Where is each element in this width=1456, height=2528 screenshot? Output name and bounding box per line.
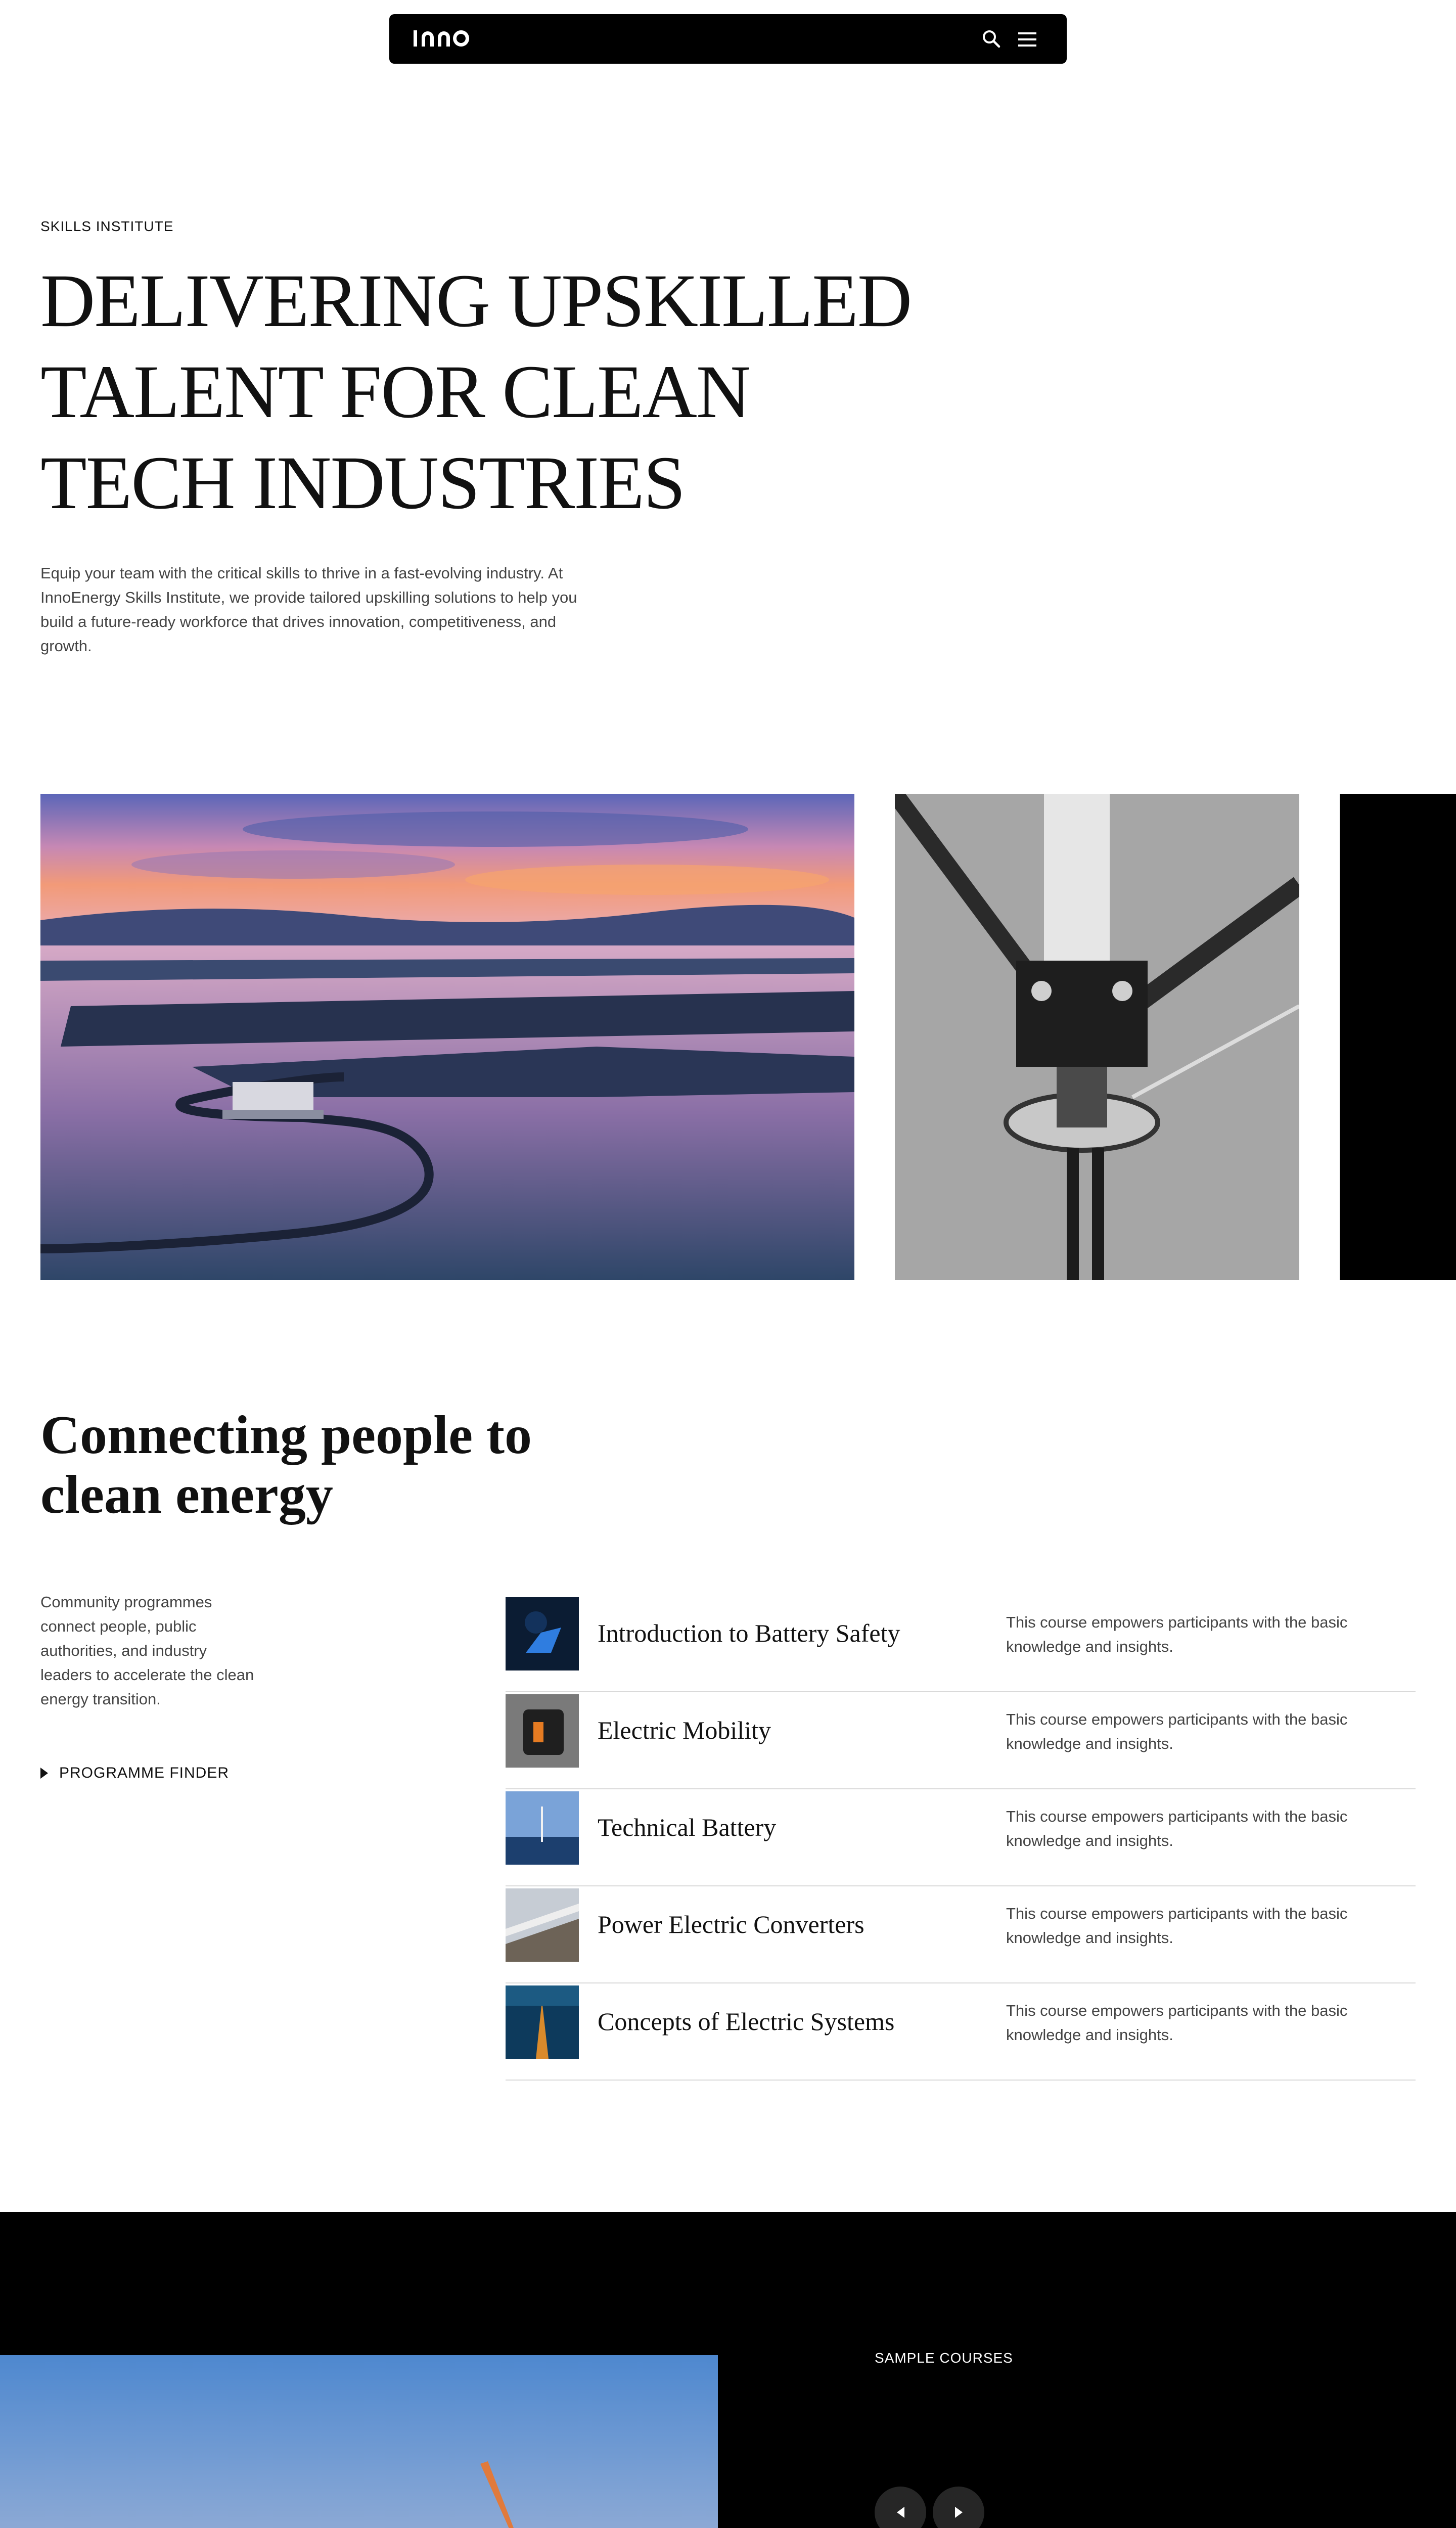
menu-icon[interactable] [1016, 29, 1038, 50]
play-arrow-icon [40, 1768, 48, 1779]
course-row-electric-mobility[interactable] [506, 1692, 1416, 1789]
top-nav-bar [389, 14, 1067, 64]
search-icon[interactable] [981, 28, 1002, 50]
course-row-power-converters[interactable] [506, 1886, 1416, 1983]
inno-logo[interactable] [413, 24, 488, 53]
course-thumbnail [506, 1694, 579, 1768]
programmes-description: Community programmes connect people, public authorities, and industry leaders to accelerate the clean energy transition. [40, 1593, 254, 1708]
image-three-partial [1340, 794, 1456, 1280]
programmes-title: Connecting people to clean energy [40, 1405, 532, 1525]
course-title: Introduction to Battery Safety [598, 1619, 900, 1647]
hero-eyebrow: SKILLS INSTITUTE [40, 218, 174, 234]
course-description: This course empowers participants with the basic knowledge and insights. [1006, 1710, 1348, 1752]
course-row-battery-safety[interactable] [506, 1595, 1416, 1692]
course-thumbnail [506, 1597, 579, 1671]
course-thumbnail [506, 1791, 579, 1865]
wind-turbine-image [0, 2355, 718, 2528]
course-description: This course empowers participants with the basic knowledge and insights. [1006, 1613, 1348, 1655]
course-row-technical-battery[interactable] [506, 1789, 1416, 1886]
course-title: Technical Battery [598, 1813, 777, 1841]
course-thumbnail [506, 1888, 579, 1962]
hero-description: Equip your team with the critical skills to thrive in a fast-evolving industry. At InnoEnergy Skills Institute, we provide tailored upskilling solutions to help you build a future-ready workforce that drives innovation, competitiveness, and growth. [40, 564, 577, 655]
course-row-electric-systems[interactable] [506, 1983, 1416, 2081]
programme-finder-link[interactable] [40, 1765, 229, 1782]
course-description: This course empowers participants with the basic knowledge and insights. [1006, 2002, 1348, 2044]
programme-finder-label: PROGRAMME FINDER [59, 1765, 230, 1781]
course-description: This course empowers participants with the basic knowledge and insights. [1006, 1808, 1348, 1849]
course-thumbnail [506, 1985, 579, 2059]
course-title: Power Electric Converters [598, 1910, 864, 1938]
course-description: This course empowers participants with the basic knowledge and insights. [1006, 1905, 1348, 1947]
course-list [506, 1595, 1416, 2081]
sample-courses-eyebrow: SAMPLE COURSES [875, 2350, 1013, 2366]
course-title: Electric Mobility [598, 1716, 771, 1744]
hero-title: DELIVERING UPSKILLED TALENT FOR CLEAN TECH INDUSTRIES [40, 259, 912, 525]
floating-solar-image [40, 794, 854, 1280]
engineering-component-image [895, 794, 1299, 1280]
arrow-right-icon [955, 2507, 963, 2518]
course-title: Concepts of Electric Systems [598, 2007, 895, 2036]
arrow-left-icon [897, 2507, 904, 2518]
